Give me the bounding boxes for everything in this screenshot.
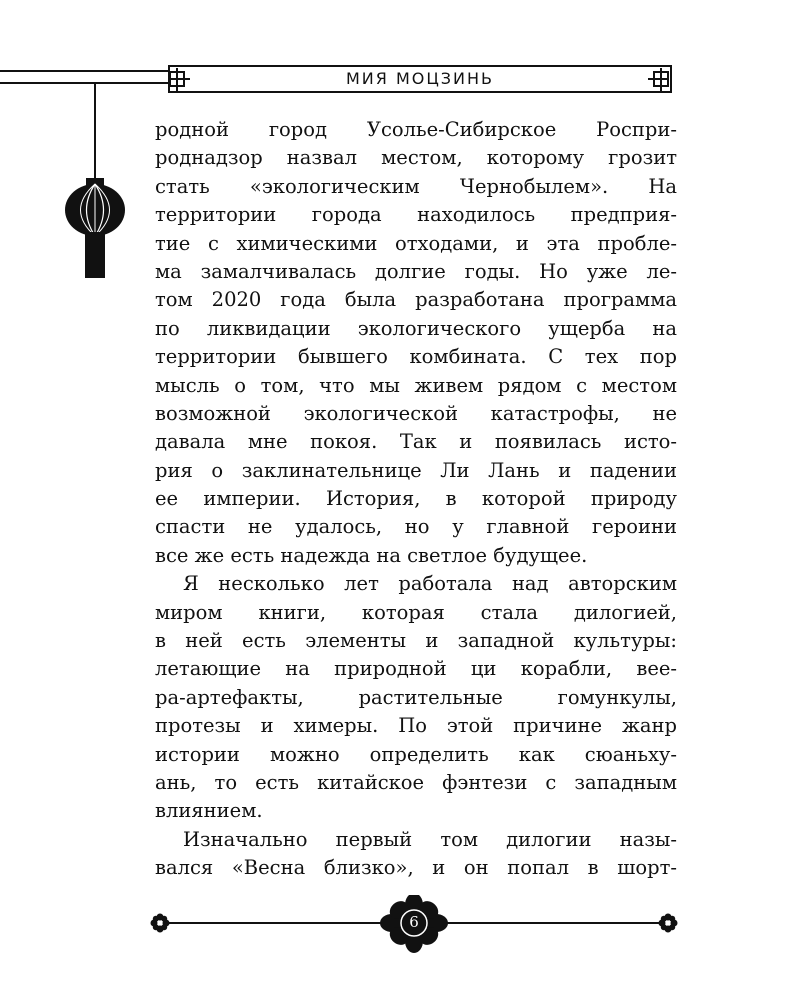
running-head: МИЯ МОЦЗИНЬ bbox=[345, 69, 495, 88]
text-line: мысль о том, что мы живем рядом с местом bbox=[155, 373, 677, 397]
text-line: все же есть надежда на светлое будущее. bbox=[155, 543, 588, 567]
header-rule-left bbox=[0, 70, 170, 84]
text-line: тие с химическими отходами, и эта пробле- bbox=[155, 231, 677, 255]
text-line: родной город Усолье-Сибирское Роспри- bbox=[155, 118, 677, 141]
text-line: летающие на природной ци корабли, вее- bbox=[155, 657, 677, 681]
text-line: ее империи. История, в которой природу bbox=[155, 487, 677, 511]
text-line: рия о заклинательнице Ли Лань и падении bbox=[155, 458, 677, 482]
text-line: роднадзор назвал местом, которому грозит bbox=[155, 146, 677, 170]
text-line: миром книги, которая стала дилогией, bbox=[155, 600, 677, 624]
text-line: возможной экологической катастрофы, не bbox=[155, 401, 677, 425]
text-line: ра-артефакты, растительные гомункулы, bbox=[155, 685, 677, 709]
page-number: 6 bbox=[409, 913, 419, 931]
text-line: истории можно определить как сюаньху- bbox=[155, 742, 677, 766]
flower-icon bbox=[659, 914, 678, 933]
text-line: ма замалчивалась долгие годы. Но уже ле- bbox=[155, 259, 677, 283]
text-line: стать «экологическим Чернобылем». На bbox=[155, 174, 677, 198]
lantern-icon bbox=[60, 84, 130, 284]
text-line: влиянием. bbox=[155, 799, 263, 823]
text-line: территории бывшего комбината. С тех пор bbox=[155, 345, 677, 369]
text-line: спасти не удалось, но у главной героини bbox=[155, 515, 677, 539]
text-line: Изначально первый том дилогии назы- bbox=[183, 827, 677, 851]
text-line: в ней есть элементы и западной культуры: bbox=[155, 629, 677, 653]
flower-icon bbox=[151, 914, 170, 933]
text-line: вался «Весна близко», и он попал в шорт- bbox=[155, 856, 677, 880]
corner-ornament-icon bbox=[168, 68, 194, 92]
body-text bbox=[155, 116, 677, 883]
text-line: ань, то есть китайское фэнтези с западным bbox=[155, 770, 677, 794]
text-line: Я несколько лет работала над авторским bbox=[183, 572, 677, 596]
text-line: протезы и химеры. По этой причине жанр bbox=[155, 714, 677, 738]
corner-ornament-icon bbox=[644, 68, 670, 92]
text-line: давала мне покоя. Так и появилась исто- bbox=[155, 430, 677, 454]
text-line: по ликвидации экологического ущерба на bbox=[155, 316, 677, 340]
text-line: том 2020 года была разработана программа bbox=[155, 288, 677, 312]
text-line: территории города находилось предприя- bbox=[155, 203, 677, 227]
